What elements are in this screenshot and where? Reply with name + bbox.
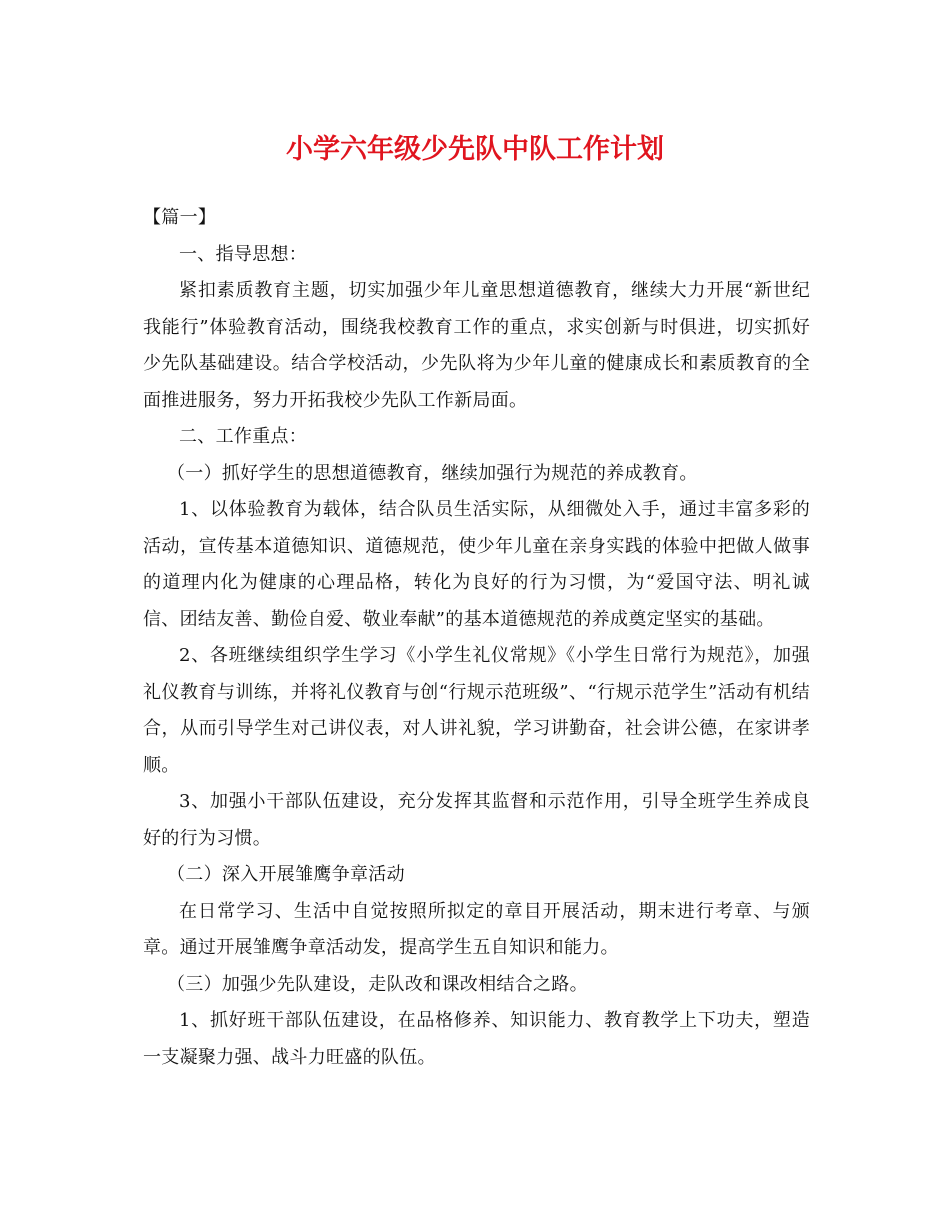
subheading-team-building: （三）加强少先队建设，走队改和课改相结合之路。 [167, 973, 588, 995]
section-heading-part-one: 【篇一】 [143, 207, 217, 228]
paragraph-item-1: 1、以体验教育为载体，结合队员生活实际，从细微处入手，通过丰富多彩的活动，宣传基本道德知识、道德规范，使少年儿童在亲身实践的体验中把做人做事的道理内化为健康的心理品格，转化为良好的行为习惯，为“爱国守法、明礼诚信、团结友善、勤俭自爱、敬业奉献”的基本道德规范的养成奠定坚实的基础。 [143, 499, 810, 630]
document-body [143, 200, 810, 1076]
paragraph-team-building-1: 1、抓好班干部队伍建设，在品格修养、知识能力、教育教学上下功夫，塑造一支凝聚力强、战斗力旺盛的队伍。 [143, 1010, 810, 1068]
heading-guiding-ideology: 一、指导思想： [179, 243, 308, 265]
paragraph-eagle-badge: 在日常学习、生活中自觉按照所拟定的章目开展活动，期末进行考章、与颁章。通过开展雏鹰争章活动发，提高学生五自知识和能力。 [143, 900, 810, 958]
heading-work-focus: 二、工作重点： [179, 426, 308, 447]
subheading-moral-education: （一）抓好学生的思想道德教育，继续加强行为规范的养成教育。 [167, 462, 698, 484]
paragraph-item-2: 2、各班继续组织学生学习《小学生礼仪常规》《小学生日常行为规范》，加强礼仪教育与训练，并将礼仪教育与创“行规示范班级”、“行规示范学生”活动有机结合，从而引导学生对己讲仪表，对人讲礼貌，学习讲勤奋，社会讲公德，在家讲孝顺。 [143, 645, 810, 776]
paragraph-guiding-ideology: 紧扣素质教育主题，切实加强少年儿童思想道德教育，继续大力开展“新世纪我能行”体验教育活动，围绕我校教育工作的重点，求实创新与时俱进，切实抓好少先队基础建设。结合学校活动，少先队将为少年儿童的健康成长和素质教育的全面推进服务，努力开拓我校少先队工作新局面。 [143, 280, 810, 411]
subheading-eagle-badge: （二）深入开展雏鹰争章活动 [167, 864, 405, 885]
document-title: 小学六年级少先队中队工作计划 [286, 134, 664, 165]
paragraph-item-3: 3、加强小干部队伍建设，充分发挥其监督和示范作用，引导全班学生养成良好的行为习惯。 [143, 791, 810, 849]
